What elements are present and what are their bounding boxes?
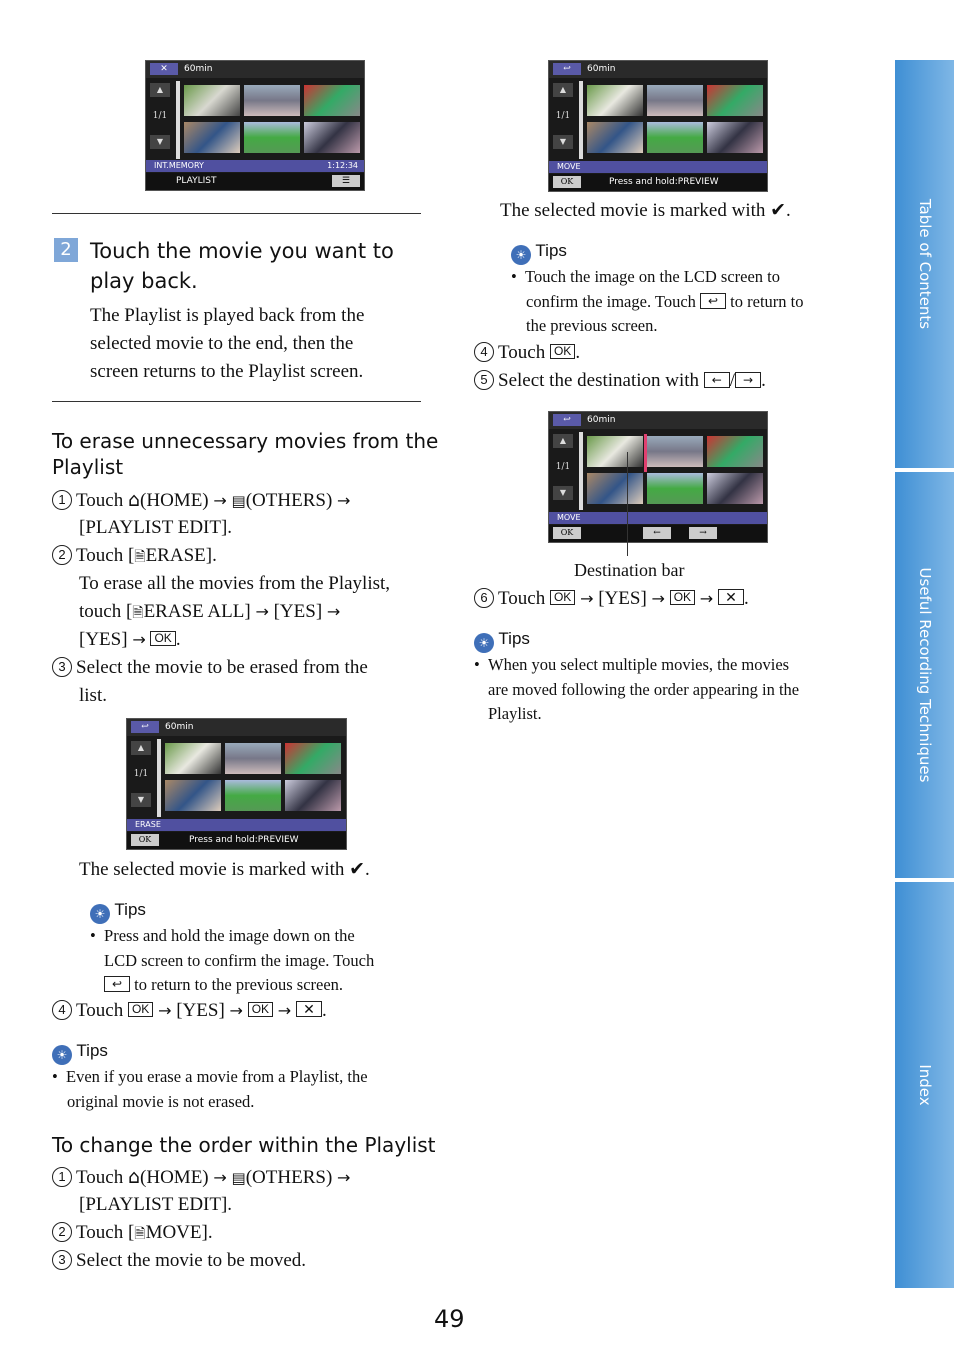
- erase-all-line-2: [YES] → OK .: [79, 629, 181, 650]
- arrow-icon: →: [213, 491, 227, 510]
- step-title: Touch the movie you want to play back.: [90, 239, 394, 293]
- erase-step-3: 3 Select the movie to be erased from the: [52, 654, 368, 682]
- tips-lightbulb-icon: ☀: [52, 1045, 72, 1065]
- close-icon: ✕: [150, 63, 178, 75]
- others-icon: ▤: [231, 492, 246, 510]
- thumbnail: [165, 743, 221, 774]
- thumbnail: [587, 122, 643, 153]
- order-step-3: 3 Select the movie to be moved.: [52, 1247, 306, 1275]
- scroll-bar: [176, 81, 180, 159]
- erase-step-4: 4 Touch OK → [YES] → OK → ✕ .: [52, 997, 327, 1025]
- order-step-1-cont: [PLAYLIST EDIT].: [79, 1194, 233, 1215]
- move-step-4: 4 Touch OK .: [474, 339, 580, 367]
- thumbnail: [184, 85, 240, 116]
- step-number: 4: [52, 1000, 72, 1020]
- thumbnail: [285, 743, 341, 774]
- lcd-screen-move: [548, 60, 768, 192]
- move-step-5: 5 Select the destination with ← / → .: [474, 367, 766, 395]
- scroll-down-icon: ▼: [131, 793, 151, 807]
- doc-icon: 🗎: [132, 605, 144, 621]
- battery-indicator: 60min: [587, 415, 616, 425]
- step-number: 4: [474, 342, 494, 362]
- return-icon: ↩: [131, 721, 159, 733]
- move-step-6: 6 Touch OK → [YES] → OK → ✕ .: [474, 585, 749, 613]
- page-indicator: 1/1: [555, 111, 571, 121]
- thumbnail: [647, 122, 703, 153]
- scroll-up-icon: ▲: [553, 434, 573, 448]
- destination-bar: [644, 434, 647, 472]
- arrow-icon: →: [651, 589, 665, 608]
- marked-note: The selected movie is marked with ✔.: [500, 200, 791, 221]
- tips-lightbulb-icon: ☀: [90, 904, 110, 924]
- thumbnail: [225, 780, 281, 811]
- tips-lightbulb-icon: ☀: [474, 633, 494, 653]
- tab-useful-recording-techniques[interactable]: [895, 472, 954, 878]
- thumbnail: [587, 85, 643, 116]
- status-strip: MOVE: [549, 512, 767, 524]
- thumbnail: [647, 85, 703, 116]
- arrow-icon: →: [132, 630, 146, 649]
- step-number: 6: [474, 588, 494, 608]
- scroll-down-icon: ▼: [150, 135, 170, 149]
- order-step-2: 2 Touch [🗎MOVE].: [52, 1219, 213, 1248]
- ok-button: OK: [553, 527, 581, 539]
- arrow-icon: →: [326, 602, 341, 621]
- erase-step-1-cont: [PLAYLIST EDIT].: [79, 517, 233, 538]
- lcd-screen-playlist: [145, 60, 365, 191]
- scroll-bar: [579, 432, 583, 510]
- status-strip: INT.MEMORY 1:12:34: [146, 160, 364, 172]
- tips-lightbulb-icon: ☀: [511, 245, 531, 265]
- scroll-up-icon: ▲: [553, 83, 573, 97]
- scroll-bar: [579, 81, 583, 159]
- thumbnail: [304, 122, 360, 153]
- tab-table-of-contents[interactable]: [895, 60, 954, 468]
- thumbnail: [165, 780, 221, 811]
- thumbnail: [707, 122, 763, 153]
- page-number: 49: [434, 1305, 465, 1333]
- erase-step-2: 2 Touch [🗎ERASE].: [52, 542, 217, 571]
- tip-bullet: • When you select multiple movies, the movies are moved following the order appearing in the Playlist.: [474, 655, 800, 723]
- tips-heading: ☀ Tips: [474, 629, 530, 653]
- ok-button-icon: OK: [550, 590, 575, 605]
- lcd-screen-move-destination: [548, 411, 768, 543]
- arrow-icon: →: [337, 1168, 351, 1187]
- ok-button-icon: OK: [670, 590, 695, 605]
- destination-pointer-line: [627, 452, 628, 556]
- right-arrow-icon: →: [735, 372, 761, 388]
- scroll-up-icon: ▲: [131, 741, 151, 755]
- scroll-up-icon: ▲: [150, 83, 170, 97]
- return-icon: ↩: [700, 293, 726, 309]
- status-strip: MOVE: [549, 161, 767, 173]
- order-step-1: 1 Touch ⌂(HOME) → ▤(OTHERS) →: [52, 1163, 350, 1192]
- ok-button: OK: [131, 834, 159, 846]
- screen-bottom-label: Press and hold:PREVIEW: [189, 835, 299, 845]
- erase-step-1: 1 Touch ⌂(HOME) → ▤(OTHERS) →: [52, 486, 350, 515]
- tip-bullet: • Press and hold the image down on the LCD screen to confirm the image. Touch ↩ to return to the previous screen.: [90, 926, 375, 994]
- return-icon: ↩: [553, 414, 581, 426]
- arrow-icon: →: [213, 1168, 227, 1187]
- tips-heading: ☀ Tips: [511, 241, 567, 265]
- step-number: 5: [474, 370, 494, 390]
- tab-index[interactable]: [895, 882, 954, 1288]
- step-number: 2: [52, 545, 72, 565]
- others-icon: ▤: [231, 1169, 246, 1187]
- divider: [52, 401, 421, 402]
- arrow-icon: →: [580, 589, 594, 608]
- thumbnail: [184, 122, 240, 153]
- step-number: 3: [52, 1250, 72, 1270]
- battery-indicator: 60min: [184, 64, 213, 74]
- thumbnail: [707, 85, 763, 116]
- home-icon: ⌂: [127, 489, 141, 511]
- scroll-down-icon: ▼: [553, 135, 573, 149]
- thumbnail: [587, 473, 643, 504]
- doc-icon: 🗎: [134, 1226, 146, 1242]
- battery-indicator: 60min: [587, 64, 616, 74]
- marked-note: The selected movie is marked with ✔.: [79, 859, 370, 880]
- ok-button-icon: OK: [550, 344, 575, 359]
- arrow-icon: →: [158, 1001, 172, 1020]
- close-icon: ✕: [296, 1001, 322, 1017]
- tab-label: Index: [915, 1064, 934, 1106]
- arrow-icon: →: [277, 1001, 292, 1020]
- section-heading: To erase unnecessary movies from the Playlist: [52, 429, 439, 479]
- tab-label: Useful Recording Techniques: [915, 567, 934, 783]
- screen-bottom-label: PLAYLIST: [176, 176, 217, 186]
- thumbnail: [304, 85, 360, 116]
- tips-heading: ☀ Tips: [52, 1041, 108, 1065]
- return-icon: ↩: [553, 63, 581, 75]
- thumbnail: [587, 436, 643, 467]
- right-arrow-icon: →: [689, 527, 717, 539]
- tips-heading: ☀ Tips: [90, 900, 146, 924]
- tip-bullet: • Touch the image on the LCD screen to confirm the image. Touch ↩ to return to the previous screen.: [511, 267, 804, 335]
- lcd-screen-erase: [126, 718, 347, 850]
- scroll-down-icon: ▼: [553, 486, 573, 500]
- status-strip: ERASE: [127, 819, 346, 831]
- step-body: The Playlist is played back from the selected movie to the end, then the screen returns to the Playlist screen.: [90, 305, 365, 382]
- page-indicator: 1/1: [152, 111, 168, 121]
- thumbnail: [647, 436, 703, 467]
- home-icon: ⌂: [127, 1166, 141, 1188]
- step-number: 1: [52, 490, 72, 510]
- tab-label: Table of Contents: [915, 198, 934, 330]
- thumbnail: [244, 85, 300, 116]
- thumbnail: [707, 473, 763, 504]
- erase-step-3-cont: list.: [79, 685, 107, 706]
- page-indicator: 1/1: [555, 462, 571, 472]
- thumbnail: [244, 122, 300, 153]
- arrow-icon: →: [699, 589, 714, 608]
- erase-all-text: To erase all the movies from the Playlist,: [79, 573, 391, 594]
- thumbnail: [707, 436, 763, 467]
- step-number: 3: [52, 657, 72, 677]
- thumbnail: [647, 473, 703, 504]
- ok-button-icon: OK: [248, 1002, 273, 1017]
- battery-indicator: 60min: [165, 722, 194, 732]
- screen-bottom-label: Press and hold:PREVIEW: [609, 177, 719, 187]
- doc-icon: 🗎: [134, 549, 146, 565]
- ok-button-icon: OK: [150, 631, 175, 646]
- left-arrow-icon: ←: [704, 372, 730, 388]
- ok-button: OK: [553, 176, 581, 188]
- step-number: 2: [52, 1222, 72, 1242]
- scroll-bar: [157, 739, 161, 817]
- page-indicator: 1/1: [133, 769, 149, 779]
- section-heading: To change the order within the Playlist: [52, 1133, 436, 1157]
- arrow-icon: →: [337, 491, 351, 510]
- tip-bullet: • Even if you erase a movie from a Playlist, the original movie is not erased.: [52, 1067, 368, 1111]
- step-number: 1: [52, 1167, 72, 1187]
- thumbnail: [225, 743, 281, 774]
- ok-button-icon: OK: [128, 1002, 153, 1017]
- left-arrow-icon: ←: [643, 527, 671, 539]
- erase-all-line: touch [🗎ERASE ALL] → [YES] →: [79, 601, 341, 622]
- step-badge: 2: [54, 238, 78, 262]
- divider: [52, 213, 421, 214]
- return-icon: ↩: [104, 976, 130, 992]
- thumbnail: [285, 780, 341, 811]
- destination-bar-label: Destination bar: [574, 560, 685, 580]
- arrow-icon: →: [255, 602, 269, 621]
- menu-icon: ☰: [332, 175, 360, 187]
- arrow-icon: →: [229, 1001, 243, 1020]
- close-icon: ✕: [718, 589, 744, 605]
